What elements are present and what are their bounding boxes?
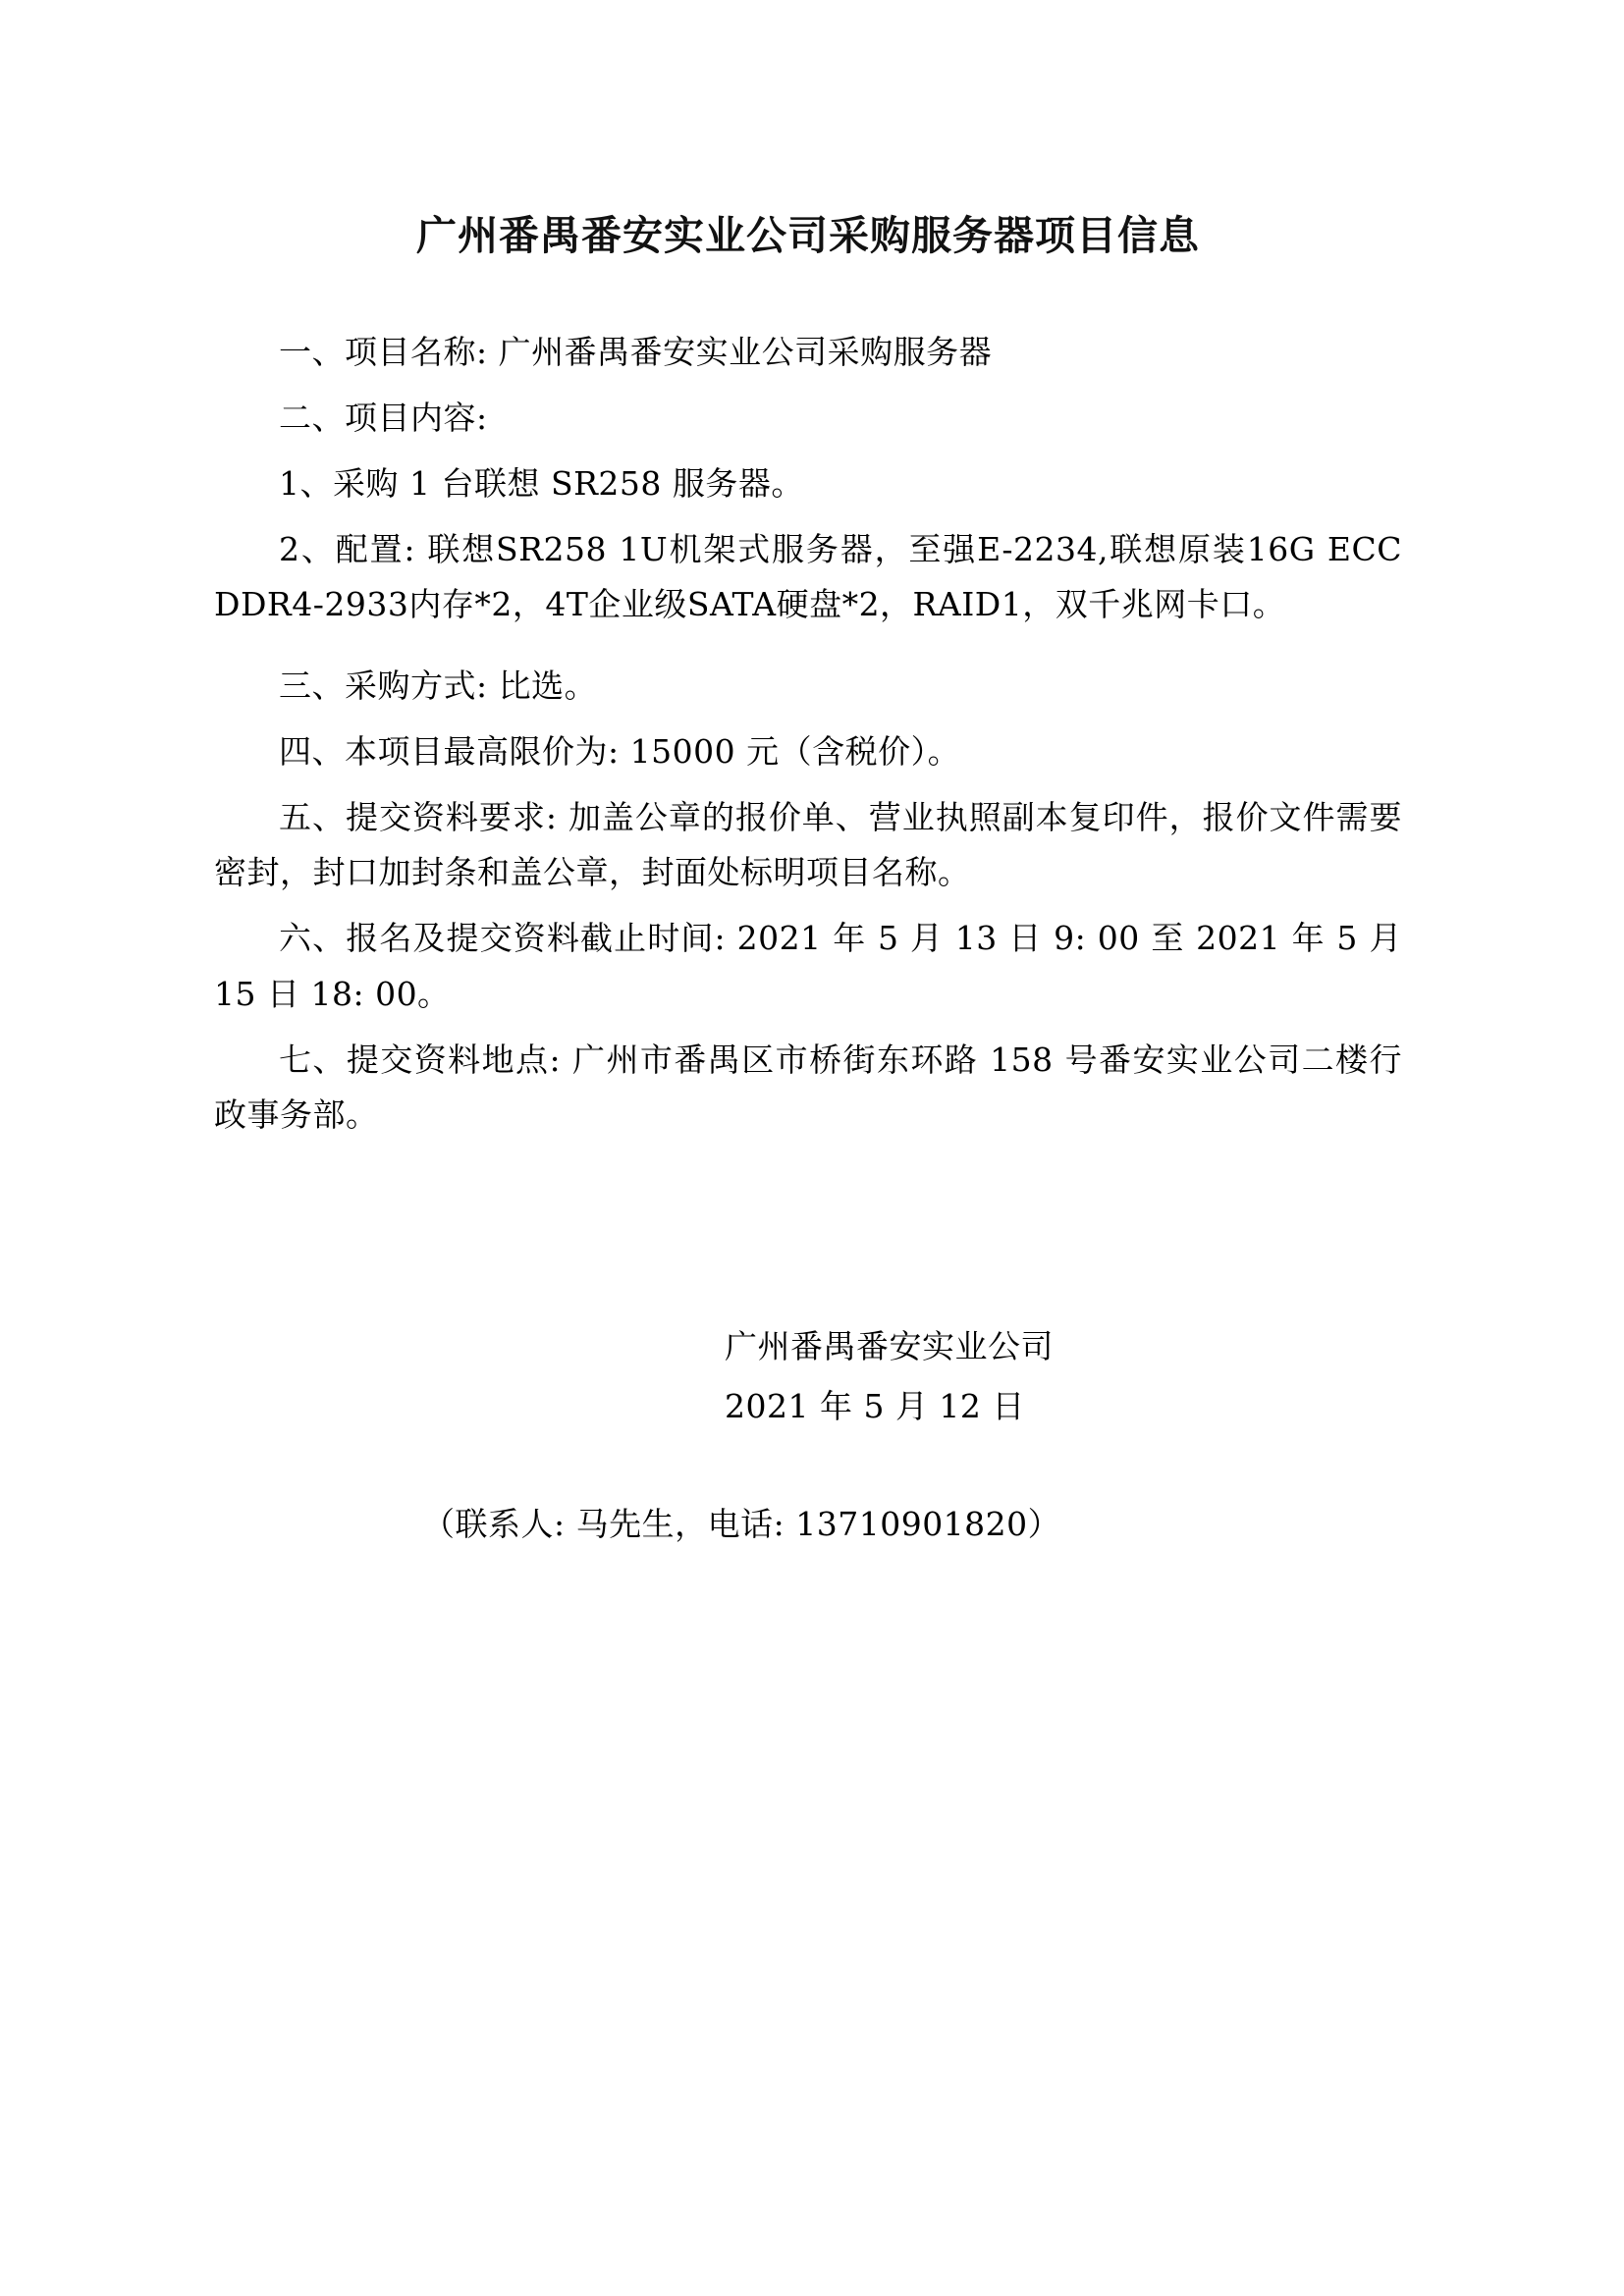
paragraph-project-name: 一、项目名称: 广州番禺番安实业公司采购服务器: [279, 333, 993, 372]
paragraph-price-cap: 四、本项目最高限价为: 15000 元（含税价）。: [279, 731, 961, 771]
signature-company: 广州番禺番安实业公司: [725, 1327, 1054, 1366]
paragraph-submission-location: 七、提交资料地点: 广州市番禺区市桥街东环路 158 号番安实业公司二楼行政事务部。: [214, 1040, 1402, 1135]
paragraph-item-2: 2、配置: 联想SR258 1U机架式服务器，至强E-2234,联想原装16G ECC DDR4-2933内存*2，4T企业级SATA硬盘*2，RAID1，双千兆网卡口。: [214, 529, 1402, 624]
contact-block: [214, 1499, 1402, 1545]
paragraph-purchase-method: 三、采购方式: 比选。: [279, 667, 598, 706]
signature-block: [214, 1316, 1402, 1436]
paragraph-item-1: 1、采购 1 台联想 SR258 服务器。: [279, 463, 804, 503]
document-body: [214, 325, 1402, 1144]
paragraph-deadline: 六、报名及提交资料截止时间: 2021 年 5 月 13 日 9: 00 至 2021 年 5 月 15 日 18: 00。: [214, 919, 1402, 1013]
signature-date: 2021 年 5 月 12 日: [725, 1387, 1025, 1426]
paragraph-project-content-heading: 二、项目内容:: [279, 399, 488, 438]
paragraph-submission-requirements: 五、提交资料要求: 加盖公章的报价单、营业执照副本复印件，报价文件需要密封，封口加封条和盖公章，封面处标明项目名称。: [214, 797, 1402, 892]
contact-info: （联系人: 马先生，电话: 13710901820）: [422, 1505, 1061, 1544]
page-title: 广州番禺番安实业公司采购服务器项目信息: [416, 212, 1200, 259]
document-content: [214, 0, 1402, 1545]
